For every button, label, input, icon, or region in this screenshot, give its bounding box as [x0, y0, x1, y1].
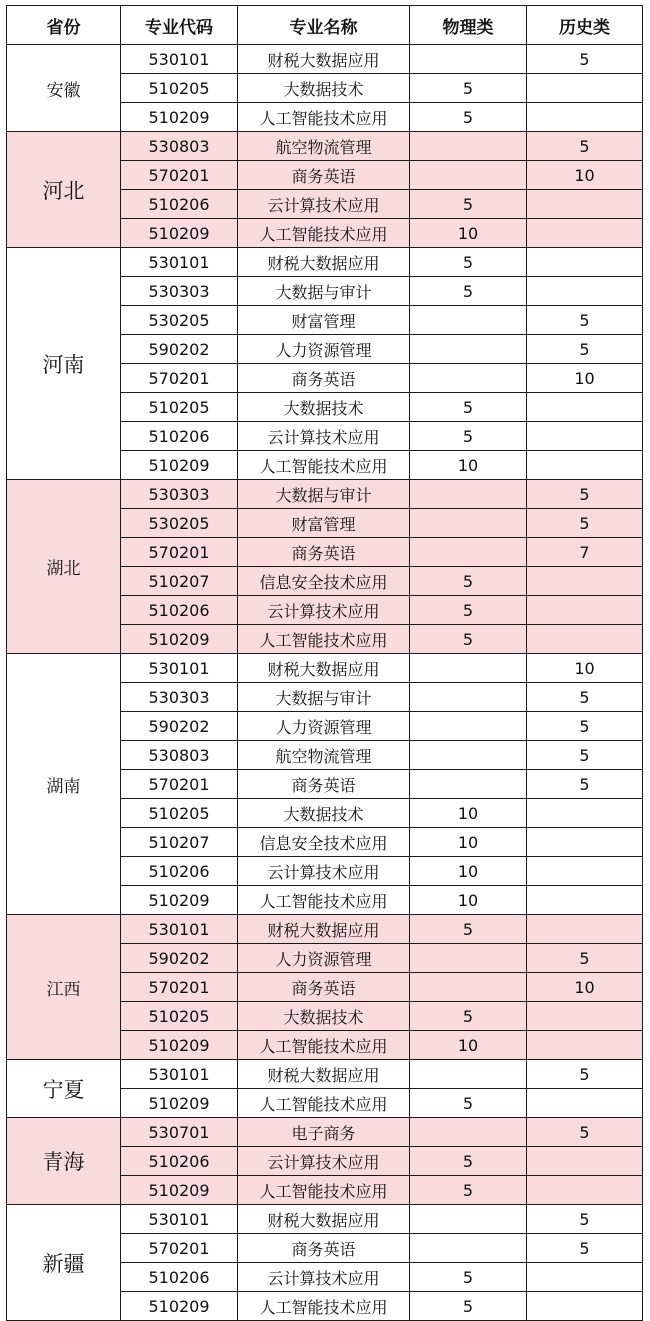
history-quota-cell	[527, 277, 643, 306]
major-code-cell: 510205	[121, 74, 238, 103]
physics-quota-cell	[410, 538, 527, 567]
history-quota-cell	[527, 74, 643, 103]
history-quota-cell	[527, 451, 643, 480]
physics-quota-cell: 5	[410, 74, 527, 103]
table-row	[7, 1118, 643, 1147]
major-name-cell: 信息安全技术应用	[238, 828, 410, 857]
table-row	[7, 915, 643, 944]
major-code-cell: 530803	[121, 132, 238, 161]
physics-quota-cell: 10	[410, 1031, 527, 1060]
major-name-cell: 财税大数据应用	[238, 1060, 410, 1089]
history-quota-cell: 5	[527, 683, 643, 712]
history-quota-cell	[527, 219, 643, 248]
header-history: 历史类	[527, 6, 643, 45]
major-code-cell: 590202	[121, 335, 238, 364]
physics-quota-cell	[410, 480, 527, 509]
major-code-cell: 590202	[121, 944, 238, 973]
history-quota-cell: 5	[527, 1234, 643, 1263]
major-name-cell: 航空物流管理	[238, 132, 410, 161]
physics-quota-cell: 10	[410, 451, 527, 480]
history-quota-cell	[527, 1147, 643, 1176]
major-code-cell: 510206	[121, 1147, 238, 1176]
history-quota-cell: 10	[527, 364, 643, 393]
major-name-cell: 财税大数据应用	[238, 654, 410, 683]
major-name-cell: 人力资源管理	[238, 335, 410, 364]
history-quota-cell: 7	[527, 538, 643, 567]
history-quota-cell	[527, 567, 643, 596]
physics-quota-cell	[410, 683, 527, 712]
major-name-cell: 人工智能技术应用	[238, 451, 410, 480]
major-code-cell: 570201	[121, 1234, 238, 1263]
history-quota-cell: 5	[527, 335, 643, 364]
physics-quota-cell	[410, 1234, 527, 1263]
major-name-cell: 商务英语	[238, 364, 410, 393]
physics-quota-cell	[410, 364, 527, 393]
province-cell: 河北	[7, 132, 121, 248]
physics-quota-cell: 5	[410, 190, 527, 219]
history-quota-cell	[527, 248, 643, 277]
physics-quota-cell	[410, 741, 527, 770]
major-name-cell: 财税大数据应用	[238, 1205, 410, 1234]
major-code-cell: 510207	[121, 567, 238, 596]
major-name-cell: 人工智能技术应用	[238, 625, 410, 654]
history-quota-cell: 5	[527, 1060, 643, 1089]
physics-quota-cell: 5	[410, 625, 527, 654]
history-quota-cell: 5	[527, 712, 643, 741]
major-name-cell: 商务英语	[238, 161, 410, 190]
major-code-cell: 590202	[121, 712, 238, 741]
major-code-cell: 510205	[121, 393, 238, 422]
table-row	[7, 1205, 643, 1234]
physics-quota-cell	[410, 944, 527, 973]
physics-quota-cell	[410, 509, 527, 538]
major-code-cell: 510205	[121, 1002, 238, 1031]
physics-quota-cell	[410, 770, 527, 799]
major-name-cell: 商务英语	[238, 1234, 410, 1263]
header-physics: 物理类	[410, 6, 527, 45]
physics-quota-cell: 10	[410, 219, 527, 248]
history-quota-cell	[527, 1031, 643, 1060]
history-quota-cell	[527, 828, 643, 857]
history-quota-cell	[527, 857, 643, 886]
physics-quota-cell: 10	[410, 828, 527, 857]
header-name: 专业名称	[238, 6, 410, 45]
header-province: 省份	[7, 6, 121, 45]
history-quota-cell	[527, 1176, 643, 1205]
physics-quota-cell: 5	[410, 248, 527, 277]
major-code-cell: 530205	[121, 509, 238, 538]
major-code-cell: 510209	[121, 1089, 238, 1118]
table-row	[7, 654, 643, 683]
major-name-cell: 财富管理	[238, 509, 410, 538]
major-code-cell: 510209	[121, 1292, 238, 1321]
physics-quota-cell	[410, 712, 527, 741]
enrollment-table	[6, 5, 643, 1321]
physics-quota-cell	[410, 335, 527, 364]
major-code-cell: 530303	[121, 683, 238, 712]
major-name-cell: 财税大数据应用	[238, 45, 410, 74]
major-name-cell: 电子商务	[238, 1118, 410, 1147]
history-quota-cell	[527, 596, 643, 625]
major-name-cell: 财富管理	[238, 306, 410, 335]
major-name-cell: 大数据技术	[238, 74, 410, 103]
major-code-cell: 570201	[121, 973, 238, 1002]
major-code-cell: 510209	[121, 886, 238, 915]
history-quota-cell	[527, 190, 643, 219]
history-quota-cell: 10	[527, 161, 643, 190]
table-row	[7, 480, 643, 509]
province-cell: 河南	[7, 248, 121, 480]
physics-quota-cell: 10	[410, 886, 527, 915]
major-name-cell: 商务英语	[238, 538, 410, 567]
table-row	[7, 248, 643, 277]
history-quota-cell: 5	[527, 480, 643, 509]
physics-quota-cell: 5	[410, 1292, 527, 1321]
province-cell: 江西	[7, 915, 121, 1060]
physics-quota-cell: 5	[410, 1002, 527, 1031]
physics-quota-cell: 10	[410, 799, 527, 828]
history-quota-cell: 5	[527, 45, 643, 74]
major-name-cell: 大数据与审计	[238, 277, 410, 306]
history-quota-cell: 5	[527, 306, 643, 335]
major-name-cell: 大数据与审计	[238, 480, 410, 509]
major-code-cell: 570201	[121, 161, 238, 190]
major-name-cell: 人工智能技术应用	[238, 1292, 410, 1321]
history-quota-cell	[527, 1002, 643, 1031]
physics-quota-cell: 5	[410, 596, 527, 625]
major-code-cell: 510206	[121, 190, 238, 219]
major-code-cell: 530101	[121, 654, 238, 683]
history-quota-cell: 10	[527, 654, 643, 683]
physics-quota-cell: 5	[410, 422, 527, 451]
major-code-cell: 530101	[121, 915, 238, 944]
major-code-cell: 570201	[121, 538, 238, 567]
history-quota-cell: 5	[527, 1118, 643, 1147]
major-name-cell: 商务英语	[238, 973, 410, 1002]
major-name-cell: 人工智能技术应用	[238, 1031, 410, 1060]
major-code-cell: 530101	[121, 1205, 238, 1234]
major-code-cell: 530701	[121, 1118, 238, 1147]
header-code: 专业代码	[121, 6, 238, 45]
major-code-cell: 530101	[121, 1060, 238, 1089]
major-code-cell: 510206	[121, 422, 238, 451]
history-quota-cell	[527, 1263, 643, 1292]
major-name-cell: 云计算技术应用	[238, 190, 410, 219]
table-row	[7, 1060, 643, 1089]
header-row	[7, 6, 643, 45]
history-quota-cell	[527, 1089, 643, 1118]
major-code-cell: 530803	[121, 741, 238, 770]
major-name-cell: 人工智能技术应用	[238, 103, 410, 132]
major-code-cell: 510209	[121, 1176, 238, 1205]
major-name-cell: 人工智能技术应用	[238, 219, 410, 248]
major-name-cell: 云计算技术应用	[238, 1263, 410, 1292]
physics-quota-cell	[410, 306, 527, 335]
physics-quota-cell: 5	[410, 915, 527, 944]
major-name-cell: 航空物流管理	[238, 741, 410, 770]
major-name-cell: 云计算技术应用	[238, 596, 410, 625]
major-name-cell: 大数据技术	[238, 393, 410, 422]
history-quota-cell	[527, 625, 643, 654]
major-name-cell: 财税大数据应用	[238, 915, 410, 944]
major-code-cell: 570201	[121, 770, 238, 799]
physics-quota-cell	[410, 1205, 527, 1234]
history-quota-cell: 5	[527, 132, 643, 161]
major-name-cell: 人工智能技术应用	[238, 1176, 410, 1205]
major-code-cell: 510206	[121, 1263, 238, 1292]
major-name-cell: 人力资源管理	[238, 944, 410, 973]
physics-quota-cell: 5	[410, 567, 527, 596]
table-row	[7, 132, 643, 161]
major-code-cell: 510205	[121, 799, 238, 828]
physics-quota-cell	[410, 132, 527, 161]
major-name-cell: 云计算技术应用	[238, 857, 410, 886]
province-cell: 安徽	[7, 45, 121, 132]
physics-quota-cell: 5	[410, 393, 527, 422]
physics-quota-cell	[410, 45, 527, 74]
major-code-cell: 510207	[121, 828, 238, 857]
major-code-cell: 530303	[121, 277, 238, 306]
major-code-cell: 530205	[121, 306, 238, 335]
physics-quota-cell	[410, 1118, 527, 1147]
physics-quota-cell: 5	[410, 103, 527, 132]
major-name-cell: 人工智能技术应用	[238, 1089, 410, 1118]
major-name-cell: 大数据技术	[238, 799, 410, 828]
province-cell: 湖南	[7, 654, 121, 915]
history-quota-cell: 5	[527, 944, 643, 973]
major-name-cell: 大数据与审计	[238, 683, 410, 712]
major-code-cell: 510206	[121, 596, 238, 625]
history-quota-cell	[527, 422, 643, 451]
major-code-cell: 570201	[121, 364, 238, 393]
major-name-cell: 云计算技术应用	[238, 1147, 410, 1176]
history-quota-cell	[527, 886, 643, 915]
major-code-cell: 530101	[121, 248, 238, 277]
major-name-cell: 云计算技术应用	[238, 422, 410, 451]
history-quota-cell	[527, 393, 643, 422]
history-quota-cell: 5	[527, 741, 643, 770]
physics-quota-cell	[410, 973, 527, 1002]
table-body	[7, 45, 643, 1321]
history-quota-cell: 5	[527, 770, 643, 799]
history-quota-cell	[527, 799, 643, 828]
physics-quota-cell: 10	[410, 857, 527, 886]
major-code-cell: 510209	[121, 103, 238, 132]
physics-quota-cell	[410, 1060, 527, 1089]
major-name-cell: 人力资源管理	[238, 712, 410, 741]
physics-quota-cell: 5	[410, 1089, 527, 1118]
major-name-cell: 大数据技术	[238, 1002, 410, 1031]
history-quota-cell: 5	[527, 1205, 643, 1234]
history-quota-cell: 10	[527, 973, 643, 1002]
major-name-cell: 财税大数据应用	[238, 248, 410, 277]
province-cell: 新疆	[7, 1205, 121, 1321]
physics-quota-cell: 5	[410, 277, 527, 306]
major-code-cell: 510209	[121, 219, 238, 248]
province-cell: 湖北	[7, 480, 121, 654]
history-quota-cell	[527, 1292, 643, 1321]
major-code-cell: 510206	[121, 857, 238, 886]
major-code-cell: 510209	[121, 451, 238, 480]
major-code-cell: 510209	[121, 625, 238, 654]
major-name-cell: 人工智能技术应用	[238, 886, 410, 915]
history-quota-cell: 5	[527, 509, 643, 538]
physics-quota-cell	[410, 161, 527, 190]
physics-quota-cell: 5	[410, 1263, 527, 1292]
major-code-cell: 530303	[121, 480, 238, 509]
history-quota-cell	[527, 103, 643, 132]
physics-quota-cell: 5	[410, 1147, 527, 1176]
physics-quota-cell: 5	[410, 1176, 527, 1205]
major-code-cell: 530101	[121, 45, 238, 74]
province-cell: 青海	[7, 1118, 121, 1205]
province-cell: 宁夏	[7, 1060, 121, 1118]
major-name-cell: 信息安全技术应用	[238, 567, 410, 596]
physics-quota-cell	[410, 654, 527, 683]
major-name-cell: 商务英语	[238, 770, 410, 799]
major-code-cell: 510209	[121, 1031, 238, 1060]
history-quota-cell	[527, 915, 643, 944]
table-row	[7, 45, 643, 74]
